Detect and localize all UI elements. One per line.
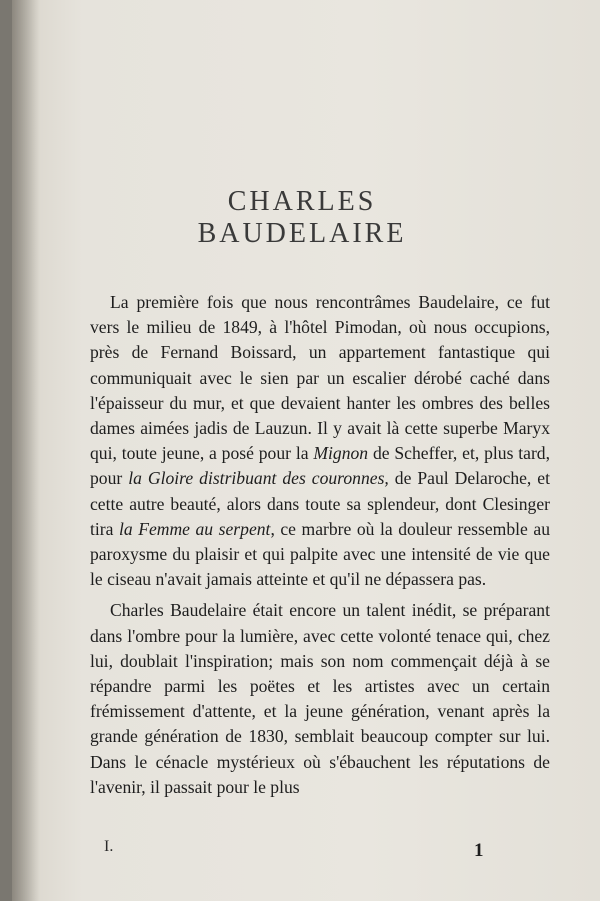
paragraph-1: La première fois que nous rencontrâmes Baudelaire, ce fut vers le milieu de 1849, à l'hôtel Pimodan, où nous occupions, près de Fernand Boissard, un appartement fantastique qui communiquait avec le sien par un escalier dérobé caché dans l'épaisseur du mur, et que devaient hanter les ombres des belles dames aimées jadis de Lauzun. Il y avait là cette superbe Maryx qui, toute jeune, a posé pour la Mignon de Scheffer, et, plus tard, pour la Gloire distribuant des couronnes, de Paul Delaroche, et cette autre beauté, alors dans toute sa splendeur, dont Clesinger tira la Femme au serpent, ce marbre où la douleur ressemble au paroxysme du plaisir et qui palpite avec une intensité de vie que le ciseau n'avait jamais atteinte et qu'il ne dépassera pas. xyxy=(90,292,550,590)
signature-mark: I. xyxy=(104,838,114,855)
chapter-title: CHARLES BAUDELAIRE xyxy=(197,186,407,249)
paragraph-2: Charles Baudelaire était encore un talent inédit, se préparant dans l'ombre pour la lumière, avec cette volonté tenace qui, chez lui, doublait l'inspiration; mais son nom commençait déjà à se répandre parmi les poëtes et les artistes avec un certain frémissement d'attente, et la jeune génération, venant après la grande génération de 1830, semblait beaucoup compter sur lui. Dans le cénacle mystérieux où s'ébauchent les réputations de l'avenir, il passait pour le plus xyxy=(90,600,550,797)
italic-title-gloire: la Gloire distribuant des couronnes, xyxy=(128,468,389,489)
italic-title-femme: la Femme au serpent xyxy=(118,518,271,539)
page-gutter-shadow xyxy=(12,0,40,901)
body-text xyxy=(90,290,550,800)
italic-title-mignon: Mignon xyxy=(313,443,369,464)
page-number: 1 xyxy=(474,840,484,861)
book-page xyxy=(12,0,600,901)
